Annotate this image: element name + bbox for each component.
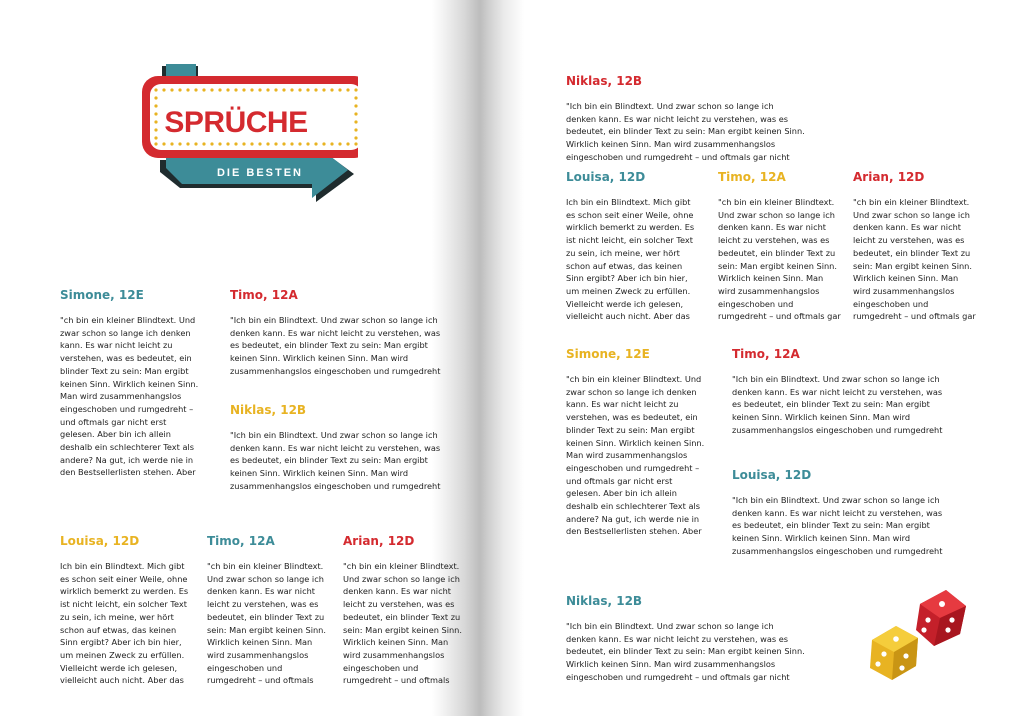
marquee-dot (306, 88, 309, 91)
marquee-dot (306, 142, 309, 145)
marquee-dot (298, 142, 301, 145)
marquee-dot (154, 104, 157, 107)
logo-title: SPRÜCHE (164, 106, 308, 139)
quote-text: "Ich bin ein Blindtext. Und zwar schon so lange ich denken kann. Es war nicht leicht zu verstehen, was es bedeutet, ein blinder Text zu sein: Man ergibt keinen Sinn. Wirklich keinen Sinn. Man wird zusammenhangslos eingeschoben und rumgedreht (230, 315, 441, 376)
spruche-logo (140, 62, 358, 232)
quote-text: "ch bin ein kleiner Blindtext. Und zwar schon so lange ich denken kann. Es war nicht leicht zu verstehen, was es bedeutet, ein blinder Text zu sein: Man ergibt keinen Sinn. Wirklich keinen Sinn. Man wird zusammenhangslos eingeschoben und rumgedreht – und oftmals (207, 561, 326, 686)
quote-block (230, 403, 446, 495)
quote-text: "ch bin ein kleiner Blindtext. Und zwar schon so lange ich denken kann. Es war nicht leicht zu verstehen, was es bedeutet, ein blinder Text zu sein: Man ergibt keinen Sinn. Wirklich keinen Sinn. Man wird zusammenhangslos eingeschoben und rumgedreht – und oftmals (343, 561, 462, 686)
quote-author: Simone, 12E (566, 347, 650, 361)
quote-author: Louisa, 12D (732, 468, 812, 482)
marquee-dot (194, 88, 197, 91)
marquee-dot (210, 142, 213, 145)
marquee-dot (354, 88, 357, 91)
marquee-dot (322, 142, 325, 145)
marquee-dot (154, 128, 157, 131)
quote-text: "ch bin ein kleiner Blindtext. Und zwar schon so lange ich denken kann. Es war nicht leicht zu verstehen, was es bedeutet, ein blinder Text zu sein: Man ergibt keinen Sinn. Wirklich keinen Sinn. Man wird zusammenhangslos eingeschoben und rumgedreht – und oftmals gar (718, 197, 841, 322)
marquee-dot (330, 88, 333, 91)
marquee-dot (154, 96, 157, 99)
marquee-dot (322, 88, 325, 91)
marquee-dot (274, 142, 277, 145)
marquee-dot (218, 88, 221, 91)
marquee-dot (298, 88, 301, 91)
quote-text: "ch bin ein kleiner Blindtext. Und zwar schon so lange ich denken kann. Es war nicht leicht zu verstehen, was es bedeutet, ein blinder Text zu sein: Man ergibt keinen Sinn. Wirklich keinen Sinn. Man wird zusammenhangslos eingeschoben und rumgedreht – und oftmals gar (853, 197, 976, 322)
marquee-dot (218, 142, 221, 145)
quote-block (60, 534, 190, 688)
marquee-dot (170, 88, 173, 91)
quote-block (853, 170, 977, 324)
marquee-dot (162, 142, 165, 145)
marquee-dot (250, 142, 253, 145)
quote-block (732, 468, 948, 560)
marquee-dot (290, 88, 293, 91)
marquee-dot (354, 104, 357, 107)
marquee-dot (354, 96, 357, 99)
marquee-dot (154, 120, 157, 123)
marquee-dot (250, 88, 253, 91)
marquee-dot (234, 88, 237, 91)
marquee-dot (178, 88, 181, 91)
quote-text: Ich bin ein Blindtext. Mich gibt es schon seit einer Weile, ohne wirklich bemerkt zu werden. Es ist nicht leicht, ein solcher Text zu sein, ich meine, wer hört schon auf etwas, das keinen Sinn ergibt? Aber ich bin hier, um meinen Zweck zu erfüllen. Vielleicht werde ich gelesen, vielleicht auch nicht. Aber das (566, 197, 695, 322)
quote-author: Simone, 12E (60, 288, 144, 302)
marquee-dot (330, 142, 333, 145)
quote-block (60, 288, 200, 504)
quote-text: "Ich bin ein Blindtext. Und zwar schon so lange ich denken kann. Es war nicht leicht zu verstehen, was es bedeutet, ein blinder Text zu sein: Man ergibt keinen Sinn. Wirklich keinen Sinn. Man wird zusammenhangslos eingeschoben und rumgedreht (732, 495, 943, 556)
marquee-dot (226, 88, 229, 91)
marquee-dot (354, 112, 357, 115)
quote-author: Niklas, 12B (230, 403, 307, 417)
marquee-dot (354, 120, 357, 123)
red-die-icon (916, 590, 966, 646)
marquee-dot (314, 142, 317, 145)
marquee-dot (354, 136, 357, 139)
quote-author: Niklas, 12B (566, 74, 643, 88)
logo-subtitle: DIE BESTEN (216, 167, 304, 179)
quote-author: Louisa, 12D (566, 170, 646, 184)
marquee-dot (226, 142, 229, 145)
quote-block (207, 534, 329, 688)
marquee-dot (282, 142, 285, 145)
quote-author: Timo, 12A (207, 534, 275, 548)
marquee-dot (266, 88, 269, 91)
marquee-dot (178, 142, 181, 145)
marquee-dot (242, 142, 245, 145)
marquee-dot (170, 142, 173, 145)
marquee-dot (338, 142, 341, 145)
quote-text: "Ich bin ein Blindtext. Und zwar schon so lange ich denken kann. Es war nicht leicht zu verstehen, was es bedeutet, ein blinder Text zu sein: Man ergibt keinen Sinn. Wirklich keinen Sinn. Man wird zusammenhangslos eingeschoben und rumgedreht – und oftmals gar nicht (566, 101, 805, 162)
marquee-dot (354, 142, 357, 145)
marquee-dot (282, 88, 285, 91)
marquee-dot (154, 136, 157, 139)
quote-block (566, 594, 806, 686)
marquee-dot (154, 142, 157, 145)
quote-block (230, 288, 446, 380)
quote-author: Timo, 12A (718, 170, 786, 184)
quote-author: Louisa, 12D (60, 534, 140, 548)
quote-text: "ch bin ein kleiner Blindtext. Und zwar schon so lange ich denken kann. Es war nicht leicht zu verstehen, was es bedeutet, ein blinder Text zu sein: Man ergibt keinen Sinn. Wirklich keinen Sinn. Man wird zusammenhangslos eingeschoben und rumgedreht – und oftmals gar nicht erst gelesen. Aber bin ich allein deshalb ein schlechterer Text als andere? Na gut, ich werde nie in den Bestsellerlisten stehen. Aber (60, 315, 199, 478)
marquee-dot (154, 88, 157, 91)
quote-block (343, 534, 465, 688)
marquee-dot (186, 88, 189, 91)
marquee-dot (242, 88, 245, 91)
quote-block (566, 170, 696, 324)
marquee-dot (338, 88, 341, 91)
quote-text: "Ich bin ein Blindtext. Und zwar schon so lange ich denken kann. Es war nicht leicht zu verstehen, was es bedeutet, ein blinder Text zu sein: Man ergibt keinen Sinn. Wirklich keinen Sinn. Man wird zusammenhangslos eingeschoben und rumgedreht – und oftmals gar nicht (566, 621, 805, 682)
quote-block (718, 170, 842, 324)
quote-author: Arian, 12D (343, 534, 415, 548)
quote-text: "ch bin ein kleiner Blindtext. Und zwar schon so lange ich denken kann. Es war nicht leicht zu verstehen, was es bedeutet, ein blinder Text zu sein: Man ergibt keinen Sinn. Wirklich keinen Sinn. Man wird zusammenhangslos eingeschoben und rumgedreht – und oftmals gar nicht erst gelesen. Aber bin ich allein deshalb ein schlechterer Text als andere? Na gut, ich werde nie in den Bestsellerlisten stehen. Aber (566, 374, 705, 537)
quote-block (566, 74, 806, 166)
marquee-dot (354, 128, 357, 131)
quote-text: Ich bin ein Blindtext. Mich gibt es schon seit einer Weile, ohne wirklich bemerkt zu werden. Es ist nicht leicht, ein solcher Text zu sein, ich meine, wer hört schon auf etwas, das keinen Sinn ergibt? Aber ich bin hier, um meinen Zweck zu erfüllen. Vielleicht werde ich gelesen, vielleicht auch nicht. Aber das (60, 561, 189, 686)
marquee-dot (258, 142, 261, 145)
marquee-dot (162, 88, 165, 91)
quote-block (732, 347, 948, 439)
marquee-dot (202, 88, 205, 91)
quote-text: "Ich bin ein Blindtext. Und zwar schon so lange ich denken kann. Es war nicht leicht zu verstehen, was es bedeutet, ein blinder Text zu sein: Man ergibt keinen Sinn. Wirklich keinen Sinn. Man wird zusammenhangslos eingeschoben und rumgedreht (230, 430, 441, 491)
yellow-die-icon (870, 626, 918, 680)
marquee-dot (210, 88, 213, 91)
marquee-dot (234, 142, 237, 145)
quote-text: "Ich bin ein Blindtext. Und zwar schon so lange ich denken kann. Es war nicht leicht zu verstehen, was es bedeutet, ein blinder Text zu sein: Man ergibt keinen Sinn. Wirklich keinen Sinn. Man wird zusammenhangslos eingeschoben und rumgedreht (732, 374, 943, 435)
marquee-dot (314, 88, 317, 91)
marquee-dot (346, 142, 349, 145)
marquee-dot (266, 142, 269, 145)
marquee-dot (202, 142, 205, 145)
marquee-dot (290, 142, 293, 145)
marquee-dot (274, 88, 277, 91)
quote-block (566, 347, 706, 563)
marquee-dot (258, 88, 261, 91)
marquee-dot (194, 142, 197, 145)
marquee-dot (346, 88, 349, 91)
dice-illustration (862, 584, 972, 684)
quote-author: Arian, 12D (853, 170, 925, 184)
quote-author: Niklas, 12B (566, 594, 643, 608)
quote-author: Timo, 12A (230, 288, 298, 302)
quote-author: Timo, 12A (732, 347, 800, 361)
marquee-dot (186, 142, 189, 145)
marquee-dot (154, 112, 157, 115)
